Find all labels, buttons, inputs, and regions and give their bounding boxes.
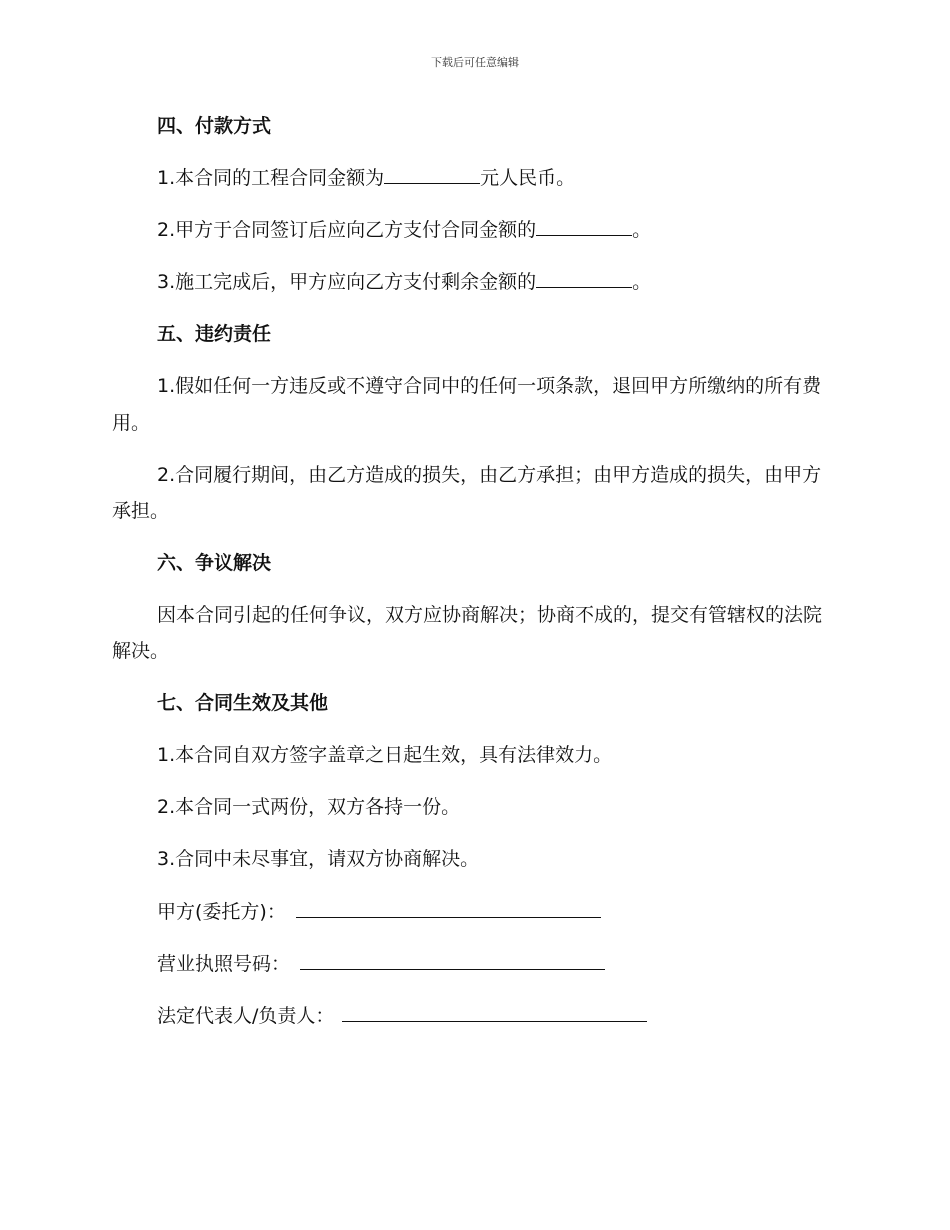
- dispute-clause: 因本合同引起的任何争议，双方应协商解决；协商不成的，提交有管辖权的法院解决。: [112, 603, 823, 663]
- clause-text: 1.本合同的工程合同金额为: [157, 167, 385, 190]
- effect-clause-2: 2.本合同一式两份，双方各持一份。: [157, 796, 461, 819]
- signature-label: 营业执照号码：: [157, 952, 291, 975]
- section-title-liability: 五、违约责任: [157, 323, 272, 346]
- signature-license-no: [112, 946, 832, 982]
- payment-clause-2: [112, 212, 832, 248]
- signature-blank: [342, 1020, 647, 1022]
- signature-blank: [296, 916, 601, 918]
- blank-line: [384, 182, 480, 184]
- clause-text: 。: [632, 219, 652, 242]
- effect-clause-1: 1.本合同自双方签字盖章之日起生效，具有法律效力。: [157, 744, 613, 767]
- payment-clause-1: [112, 160, 832, 196]
- section-title-dispute: 六、争议解决: [157, 551, 272, 574]
- liability-clause-1: 1.假如任何一方违反或不遵守合同中的任何一项条款，退回甲方所缴纳的所有费用。: [112, 375, 822, 434]
- clause-text: 。: [632, 271, 652, 294]
- clause-text: 2.甲方于合同签订后应向乙方支付合同金额的: [157, 219, 537, 242]
- liability-clause-2: 2.合同履行期间，由乙方造成的损失，由乙方承担；由甲方造成的损失，由甲方承担。: [112, 463, 822, 522]
- header-note: 下载后可任意编辑: [431, 56, 519, 69]
- signature-label: 甲方(委托方)：: [157, 900, 286, 923]
- signature-legal-rep: [112, 998, 832, 1034]
- section-title-payment: 四、付款方式: [157, 115, 272, 137]
- signature-party-a: [112, 894, 832, 930]
- clause-text: 3.施工完成后，甲方应向乙方支付剩余金额的: [157, 271, 537, 294]
- blank-line: [536, 234, 632, 236]
- effect-clause-3: 3.合同中未尽事宜，请双方协商解决。: [157, 848, 480, 871]
- signature-label: 法定代表人/负责人：: [157, 1004, 335, 1027]
- section-title-effect: 七、合同生效及其他: [157, 692, 329, 715]
- payment-clause-3: [112, 264, 832, 300]
- clause-text: 元人民币。: [480, 167, 576, 190]
- document-body: [112, 108, 832, 1050]
- signature-blank: [300, 968, 605, 970]
- blank-line: [536, 286, 632, 288]
